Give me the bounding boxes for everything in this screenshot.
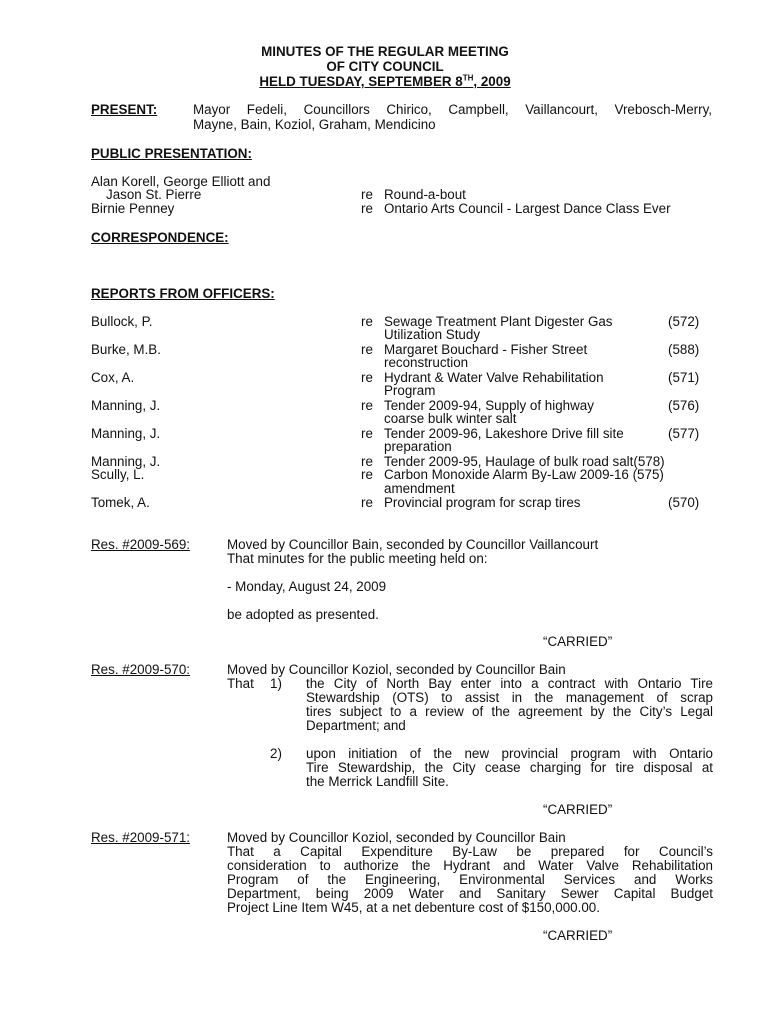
report-re: re bbox=[361, 467, 373, 482]
report-subject-line-1: Hydrant & Water Valve Rehabilitation bbox=[384, 370, 604, 385]
res-570-line-1: Moved by Councillor Koziol, seconded by Councillor Bain bbox=[227, 662, 566, 677]
res-571-line-1: Moved by Councillor Koziol, seconded by Councillor Bain bbox=[227, 830, 566, 845]
presenter-2-subject: Ontario Arts Council - Largest Dance Class Ever bbox=[384, 201, 671, 216]
presenter-2-name: Birnie Penney bbox=[91, 201, 175, 216]
res-570-item-1-line-4: Department; and bbox=[306, 718, 406, 733]
report-re: re bbox=[361, 370, 373, 385]
report-number: (576) bbox=[668, 398, 700, 413]
presenter-1-name-line-1: Alan Korell, George Elliott and bbox=[91, 174, 271, 189]
res-570-item-1-num: 1) bbox=[270, 676, 282, 691]
present-label: PRESENT: bbox=[91, 102, 158, 117]
public-presentation-heading: PUBLIC PRESENTATION: bbox=[91, 146, 252, 161]
res-570-that: That bbox=[227, 676, 254, 691]
res-570-item-1-line-1: the City of North Bay enter into a contract with Ontario Tire bbox=[306, 676, 713, 691]
present-line-2: Mayne, Bain, Koziol, Graham, Mendicino bbox=[193, 117, 436, 132]
res-570-item-2-line-1: upon initiation of the new provincial program with Ontario bbox=[306, 746, 713, 761]
res-570-carried: “CARRIED” bbox=[543, 802, 613, 817]
report-number: (588) bbox=[668, 342, 700, 357]
report-officer: Manning, J. bbox=[91, 426, 161, 441]
res-571-label: Res. #2009-571: bbox=[91, 830, 191, 845]
report-subject-line-2: reconstruction bbox=[384, 355, 469, 370]
report-re: re bbox=[361, 398, 373, 413]
res-571-carried: “CARRIED” bbox=[543, 928, 613, 943]
presenter-1-subject: Round-a-bout bbox=[384, 187, 466, 202]
res-569-line-3: - Monday, August 24, 2009 bbox=[227, 579, 387, 594]
correspondence-heading: CORRESPONDENCE: bbox=[91, 230, 229, 245]
report-subject-line-1: Tender 2009-95, Haulage of bulk road salt(578) bbox=[384, 454, 665, 469]
report-number: (571) bbox=[668, 370, 700, 385]
report-subject-line-1: Tender 2009-96, Lakeshore Drive fill site bbox=[384, 426, 624, 441]
res-570-item-2-line-2: Tire Stewardship, the City cease charging for tire disposal at bbox=[306, 760, 713, 775]
res-569-line-2: That minutes for the public meeting held on: bbox=[227, 551, 488, 566]
report-number: (572) bbox=[668, 314, 700, 329]
res-570-item-2-num: 2) bbox=[270, 746, 282, 761]
report-re: re bbox=[361, 495, 373, 510]
res-569-line-1: Moved by Councillor Bain, seconded by Councillor Vaillancourt bbox=[227, 537, 599, 552]
report-officer: Tomek, A. bbox=[91, 495, 150, 510]
report-subject-line-1: Tender 2009-94, Supply of highway bbox=[384, 398, 594, 413]
report-subject-line-1: Margaret Bouchard - Fisher Street bbox=[384, 342, 588, 357]
title-superscript: TH bbox=[462, 73, 474, 83]
present-line-1: Mayor Fedeli, Councillors Chirico, Campbell, Vaillancourt, Vrebosch-Merry, bbox=[193, 102, 712, 117]
report-number: (577) bbox=[668, 426, 700, 441]
report-subject-line-2: Program bbox=[384, 383, 436, 398]
res-571-line-2: That a Capital Expenditure By-Law be prepared for Council’s bbox=[227, 844, 713, 859]
res-571-line-4: Program of the Engineering, Environmental Services and Works bbox=[227, 872, 713, 887]
report-officer: Manning, J. bbox=[91, 454, 161, 469]
res-570-item-1-line-2: Stewardship (OTS) to assist in the management of scrap bbox=[306, 690, 713, 705]
title-line-2: OF CITY COUNCIL bbox=[326, 59, 444, 74]
document-title bbox=[92, 44, 678, 89]
report-re: re bbox=[361, 426, 373, 441]
reports-heading: REPORTS FROM OFFICERS: bbox=[91, 286, 275, 301]
report-re: re bbox=[361, 314, 373, 329]
res-571-line-6: Project Line Item W45, at a net debenture cost of $150,000.00. bbox=[227, 900, 600, 915]
report-subject-line-1: Sewage Treatment Plant Digester Gas bbox=[384, 314, 613, 329]
report-subject-line-2: preparation bbox=[384, 439, 452, 454]
report-officer: Burke, M.B. bbox=[91, 342, 161, 357]
res-569-label: Res. #2009-569: bbox=[91, 537, 191, 552]
report-subject-line-2: coarse bulk winter salt bbox=[384, 411, 517, 426]
report-officer: Cox, A. bbox=[91, 370, 135, 385]
presenter-1-name-line-2: Jason St. Pierre bbox=[106, 187, 202, 202]
report-re: re bbox=[361, 454, 373, 469]
report-subject-line-2: amendment bbox=[384, 481, 455, 496]
title-line-3: HELD TUESDAY, SEPTEMBER 8TH, 2009 bbox=[259, 73, 511, 89]
report-subject-line-2: Utilization Study bbox=[384, 327, 481, 342]
report-officer: Manning, J. bbox=[91, 398, 161, 413]
res-571-line-3: consideration to authorize the Hydrant and Water Valve Rehabilitation bbox=[227, 858, 713, 873]
report-subject-line-1: Carbon Monoxide Alarm By-Law 2009-16 (575) bbox=[384, 467, 664, 482]
title-line-1: MINUTES OF THE REGULAR MEETING bbox=[261, 44, 509, 59]
report-subject-line-1: Provincial program for scrap tires bbox=[384, 495, 581, 510]
res-570-item-1-line-3: tires subject to a review of the agreement by the City’s Legal bbox=[306, 704, 713, 719]
res-569-line-4: be adopted as presented. bbox=[227, 607, 379, 622]
report-re: re bbox=[361, 342, 373, 357]
res-571-line-5: Department, being 2009 Water and Sanitary Sewer Capital Budget bbox=[227, 886, 713, 901]
presenter-1-re: re bbox=[361, 187, 373, 202]
presenter-2-re: re bbox=[361, 201, 373, 216]
res-570-item-2-line-3: the Merrick Landfill Site. bbox=[306, 774, 449, 789]
report-officer: Scully, L. bbox=[91, 467, 145, 482]
res-569-carried: “CARRIED” bbox=[543, 634, 613, 649]
res-570-label: Res. #2009-570: bbox=[91, 662, 191, 677]
report-number: (570) bbox=[668, 495, 700, 510]
report-officer: Bullock, P. bbox=[91, 314, 153, 329]
